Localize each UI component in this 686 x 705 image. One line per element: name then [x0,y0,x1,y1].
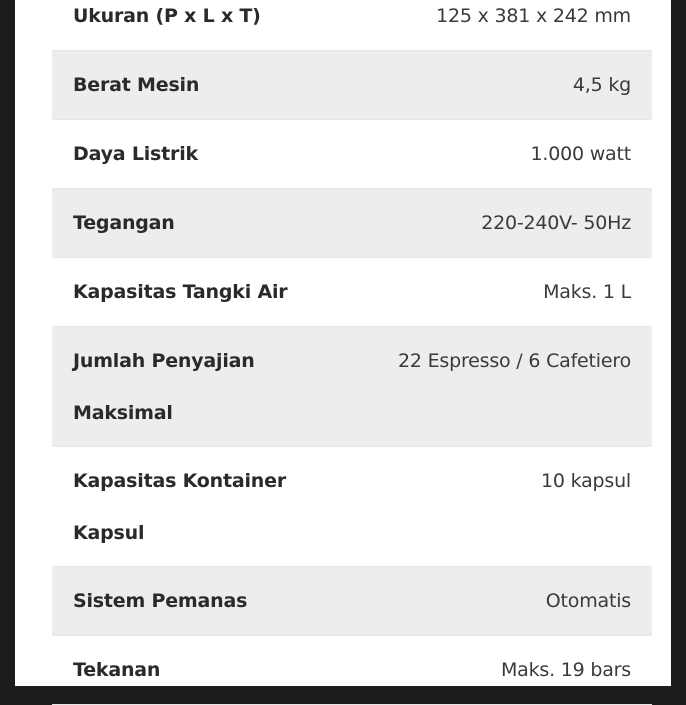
spec-row-power [52,120,652,189]
spec-row-voltage [52,189,652,258]
spec-label: Jumlah Penyajian Maksimal [73,350,255,424]
spec-value: 10 kapsul [540,470,631,492]
spec-value: 4,5 kg [572,74,631,96]
spec-row-pressure [52,636,652,705]
spec-value: 22 Espresso / 6 Cafetiero [397,350,631,372]
spec-value: 220-240V- 50Hz [481,212,631,234]
spec-label: Tekanan [73,659,161,681]
spec-row-water-tank [52,258,652,327]
spec-label: Sistem Pemanas [73,590,248,612]
spec-row-dimensions [52,0,652,51]
spec-row-weight [52,51,652,120]
spec-label: Ukuran (P x L x T) [73,5,261,27]
spec-label: Kapasitas Kontainer Kapsul [73,470,286,544]
spec-label: Kapasitas Tangki Air [73,281,288,303]
spec-row-capsule-container [52,447,652,567]
spec-page [15,0,671,686]
spec-value: Otomatis [545,590,631,612]
spec-value: 1.000 watt [530,143,631,165]
spec-row-heating-system [52,567,652,636]
spec-value: 125 x 381 x 242 mm [436,5,631,27]
spec-label: Tegangan [73,212,175,234]
spec-table [52,0,652,705]
spec-label: Daya Listrik [73,143,198,165]
spec-row-max-servings [52,327,652,447]
spec-label: Berat Mesin [73,74,200,96]
spec-value: Maks. 19 bars [500,659,631,681]
spec-value: Maks. 1 L [543,281,631,303]
